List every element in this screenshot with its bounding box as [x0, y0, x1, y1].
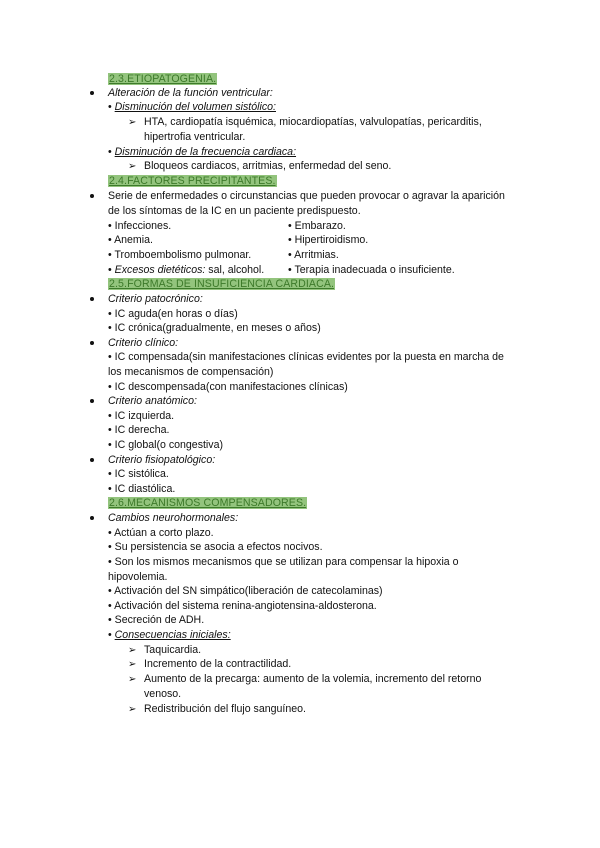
text-line: Serie de enfermedades o circunstancias que pueden provocar o agravar la aparición	[108, 190, 505, 202]
subheading: Disminución del volumen sistólico:	[114, 101, 276, 113]
list-item: • Consecuencias iniciales:	[108, 629, 231, 641]
text-line: Redistribución del flujo sanguíneo.	[144, 703, 306, 715]
criterion-heading: Criterio clínico:	[108, 337, 179, 349]
list-item: • Anemia.	[108, 234, 153, 246]
text-line: Aumento de la precarga: aumento de la volemia, incremento del retorno	[144, 673, 482, 685]
text-line: Bloqueos cardiacos, arritmias, enfermedad del seno.	[144, 160, 392, 172]
list-item: • Disminución del volumen sistólico:	[108, 101, 276, 113]
bullet-icon	[90, 516, 94, 520]
list-item: • Embarazo.	[288, 220, 346, 232]
text-line: Alteración de la función ventricular:	[108, 87, 273, 99]
bullet-icon	[90, 297, 94, 301]
section-heading-etiopatogenia: 2.3.ETIOPATOGENIA.	[109, 73, 217, 85]
text-line: HTA, cardiopatía isquémica, miocardiopatías, valvulopatías, pericarditis,	[144, 116, 482, 128]
list-item: • IC crónica(gradualmente, en meses o años)	[108, 322, 321, 334]
bullet-icon	[90, 194, 94, 198]
criterion-heading: Criterio fisiopatológico:	[108, 454, 216, 466]
criterion-heading: Criterio patocrónico:	[108, 293, 203, 305]
list-item: • Son los mismos mecanismos que se utilizan para compensar la hipoxia o	[108, 556, 459, 568]
list-item: • IC aguda(en horas o días)	[108, 308, 238, 320]
section-heading-factores: 2.4.FACTORES PRECIPITANTES.	[109, 175, 276, 187]
list-item: • Terapia inadecuada o insuficiente.	[288, 264, 455, 276]
bullet-icon	[90, 91, 94, 95]
text-line: Incremento de la contractilidad.	[144, 658, 292, 670]
text-line: los mecanismos de compensación)	[108, 366, 274, 378]
list-item: • IC global(o congestiva)	[108, 439, 224, 451]
list-item: • Activación del sistema renina-angiotensina-aldosterona.	[108, 600, 377, 612]
text-line: hipovolemia.	[108, 571, 168, 583]
list-item: • Secreción de ADH.	[108, 614, 205, 626]
list-item: • IC izquierda.	[108, 410, 175, 422]
bullet-icon	[90, 458, 94, 462]
arrow-bullet-icon: ➢	[128, 645, 137, 656]
criterion-heading: Cambios neurohormonales:	[108, 512, 239, 524]
text-line: hipertrofia ventricular.	[144, 131, 246, 143]
list-item: • Actúan a corto plazo.	[108, 527, 214, 539]
bullet-icon	[90, 399, 94, 403]
criterion-heading: Criterio anatómico:	[108, 395, 197, 407]
list-item: • IC descompensada(con manifestaciones clínicas)	[108, 381, 348, 393]
list-item: • Excesos dietéticos: sal, alcohol.	[108, 264, 265, 276]
list-item: • IC diastólica.	[108, 483, 176, 495]
list-item: • Infecciones.	[108, 220, 172, 232]
arrow-bullet-icon: ➢	[128, 704, 137, 715]
text-line: Taquicardia.	[144, 644, 202, 656]
arrow-bullet-icon: ➢	[128, 161, 137, 172]
list-item: • Su persistencia se asocia a efectos nocivos.	[108, 541, 323, 553]
arrow-bullet-icon: ➢	[128, 659, 137, 670]
excesos-text: sal, alcohol.	[205, 264, 265, 276]
list-item: • Activación del SN simpático(liberación de catecolaminas)	[108, 585, 383, 597]
list-item: • Hipertiroidismo.	[288, 234, 369, 246]
subheading: Consecuencias iniciales:	[114, 629, 231, 641]
section-heading-mecanismos: 2.6.MECANISMOS COMPENSADORES.	[109, 497, 307, 509]
text-line: de los síntomas de la IC en un paciente predispuesto.	[108, 205, 361, 217]
list-item: • Disminución de la frecuencia cardiaca:	[108, 146, 297, 158]
arrow-bullet-icon: ➢	[128, 674, 137, 685]
list-item: • IC compensada(sin manifestaciones clínicas evidentes por la puesta en marcha de	[108, 351, 504, 363]
list-item: • Arritmias.	[288, 249, 339, 261]
subheading: Disminución de la frecuencia cardiaca:	[114, 146, 297, 158]
bullet-icon	[90, 341, 94, 345]
excesos-label: Excesos dietéticos:	[114, 264, 206, 276]
section-heading-formas: 2.5.FORMAS DE INSUFICIENCIA CARDIACA.	[109, 278, 335, 290]
list-item: • IC derecha.	[108, 424, 170, 436]
text-line: venoso.	[144, 688, 182, 700]
list-item: • Tromboembolismo pulmonar.	[108, 249, 252, 261]
list-item: • IC sistólica.	[108, 468, 169, 480]
arrow-bullet-icon: ➢	[128, 117, 137, 128]
